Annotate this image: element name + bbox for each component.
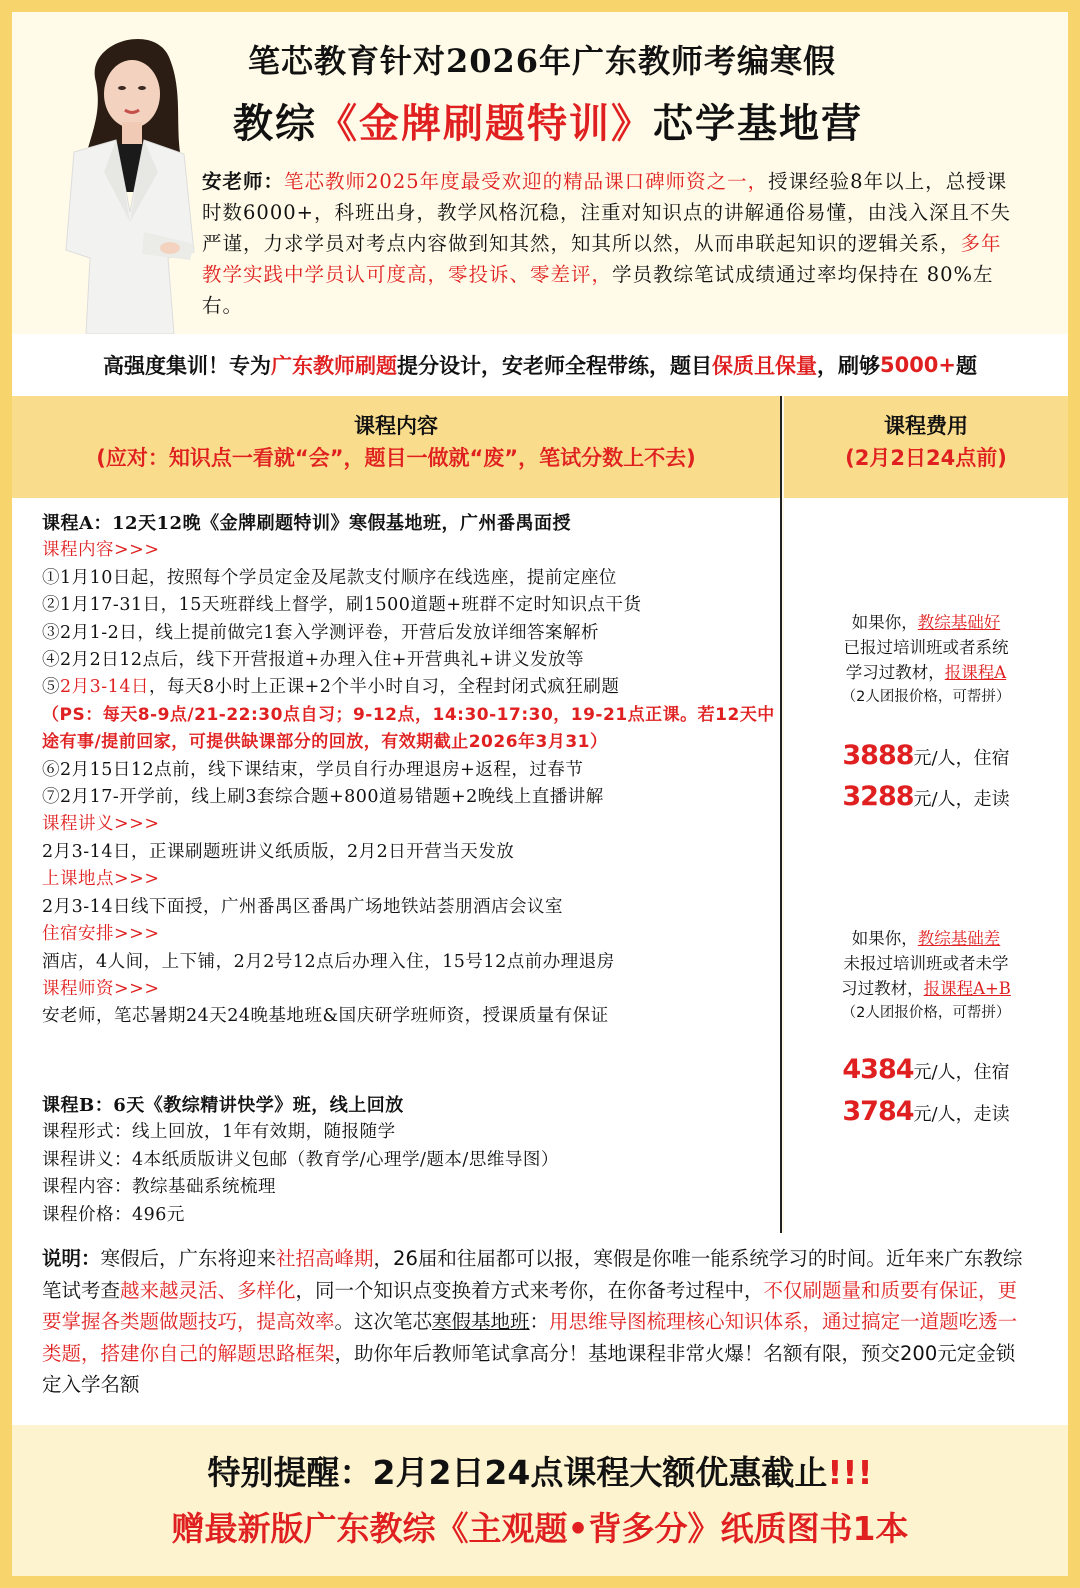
note-highlight: 社招高峰期 [276,1247,374,1270]
fee-highlight: 报课程A [944,663,1007,682]
content-header-title: 课程内容 [354,414,438,438]
price-unit: 元/人，走读 [913,789,1010,810]
reminder-exclaim: !!! [827,1453,873,1492]
note-text: ，助你年后教师笔试拿高分！基地课程非常火爆！名额有限，预交200元定金锁定入学名额 [42,1341,1016,1396]
teacher-intro [202,166,1018,321]
fee-a-price-commute [784,781,1068,812]
fee-text: 习过教材， [841,979,924,998]
reminder-gift: 赠最新版广东教综《主观题•背多分》纸质图书1本 [171,1509,909,1548]
content-header-subtitle: (应对：知识点一看就“会”，题目一做就“废”，笔试分数上不去) [96,446,696,470]
title-highlight: 《金牌刷题特训》 [317,100,653,147]
fee-b-line [784,926,1068,951]
item-date-highlight: 2月3-14日 [60,677,149,698]
note-text: ，26届和往届都可以报，寒假是你唯一能系统学习的时间。近年来广东教综笔试考查 [42,1247,1023,1302]
price-number: 3888 [842,740,914,771]
item-text: ，每天8小时上正课+2个半小时自习，全程封闭式疯狂刷题 [148,677,620,698]
poster [12,12,1068,1576]
course-a-title: 课程A：12天12晚《金牌刷题特训》寒假基地班，广州番禺面授 [42,513,572,534]
course-a-schedule-note: （PS：每天8-9点/21-22:30点自习；9-12点，14:30-17:30，19-21点正课。若12天中途有事/提前回家，可提供缺课部分的回放，有效期截止2026年3月31） [42,704,775,753]
note-text: ，同一个知识点变换着方式来考你，在你备考过程中， [295,1278,764,1302]
price-unit: 元/人，住宿 [913,748,1010,769]
course-a-item: ⑥2月15日12点前，线下课结束，学员自行办理退房+返程，过春节 [42,759,584,780]
fee-a-price-lodging [784,740,1068,771]
title-suffix: 芯学基地营 [653,100,863,147]
course-a-location: 2月3-14日线下面授，广州番禺区番禺广场地铁站荟朋酒店会议室 [42,896,563,917]
item-number: ⑤ [42,677,60,698]
price-number: 4384 [842,1054,914,1085]
poster-header [12,12,1068,334]
fee-header-title: 课程费用 [884,414,968,438]
fee-highlight: 教综基础好 [917,613,1001,632]
course-b-handout: 课程讲义：4本纸质版讲义包邮（教育学/心理学/题本/思维导图） [42,1149,559,1170]
course-a-item: ⑦2月17-开学前，线上刷3套综合题+800道易错题+2晚线上直播讲解 [42,787,604,808]
course-a-item [42,674,782,701]
course-a-location-label: 上课地点>>> [42,869,160,890]
note-underlined: 寒假基地班 [432,1310,530,1333]
note-label: 说明： [42,1247,101,1270]
course-b [42,1092,782,1229]
banner-highlight: 广东教师刷题 [270,354,397,378]
fee-b-price-lodging [784,1054,1068,1085]
reminder-deadline [12,1447,1068,1494]
note-text: 。这次笔芯 [334,1310,433,1333]
course-a-teacher: 安老师，笔芯暑期24天24晚基地班&国庆研学班师资，授课质量有保证 [42,1006,609,1027]
teacher-intro-highlight-2: 多年教学实践中学员认可度高，零投诉、零差评， [202,232,1002,286]
fee-a-description [784,610,1068,710]
fee-text: 如果你， [851,613,918,632]
fee-a-line: 已报过培训班或者系统 [843,638,1009,657]
course-b-content: 课程内容：教综基础系统梳理 [42,1177,276,1198]
course-b-form: 课程形式：线上回放，1年有效期，随报随学 [42,1122,396,1143]
price-unit: 元/人，住宿 [913,1062,1010,1083]
course-b-price: 课程价格：496元 [42,1204,185,1225]
fee-a-group-note: （2人团报价格，可帮拼） [841,689,1011,705]
fee-highlight: 报课程A+B [923,979,1011,998]
banner-text: ，刷够 [816,354,880,378]
banner-text: 提分设计，安老师全程带练，题目 [396,354,712,378]
teacher-intro-text-2: 学员教综笔试成绩通过率均保持在 80%左右。 [202,263,994,317]
course-a-content-label: 课程内容>>> [42,540,160,561]
poster-title-line2 [208,92,888,149]
banner-highlight: 5000+ [879,353,957,377]
banner-text: 题 [956,354,978,378]
course-content-cell [12,498,782,1233]
poster-title-line1: 笔芯教育针对2026年广东教师考编寒假 [247,42,837,80]
course-a [42,510,782,1031]
course-b-title: 课程B：6天《教综精讲快学》班，线上回放 [42,1095,404,1116]
price-number: 3288 [842,781,914,812]
course-a-lodging: 酒店，4人间，上下铺，2月2号12点后办理入住，15号12点前办理退房 [42,951,615,972]
fee-column-header [784,396,1068,498]
note-highlight: 越来越灵活、多样化 [120,1278,296,1302]
fee-b-line: 未报过培训班或者未学 [843,954,1009,973]
reminder-text: 特别提醒：2月2日24点课程大额优惠截止 [207,1453,828,1492]
course-a-teacher-label: 课程师资>>> [42,978,160,999]
training-banner [12,334,1068,396]
price-number: 3784 [842,1096,914,1127]
teacher-portrait [44,22,214,334]
fee-b-group-note: （2人团报价格，可帮拼） [841,1005,1011,1021]
explanation-note [12,1233,1068,1425]
course-a-item: ②1月17-31日，15天班群线上督学，刷1500道题+班群不定时知识点干货 [42,595,642,616]
content-column-header [12,396,782,498]
fee-b-description [784,926,1068,1026]
fee-text: 学习过教材， [845,663,945,682]
note-text: ： [529,1310,550,1333]
banner-text: 高强度集训！专为 [102,354,271,378]
course-a-item: ④2月2日12点后，线下开营报道+办理入住+开营典礼+讲义发放等 [42,650,585,671]
teacher-intro-text-1: 授课经验8年以上，总授课时数6000+，科班出身，教学风格沉稳，注重对知识点的讲解通俗易懂，由浅入深且不失严谨，力求学员对考点内容做到知其然，知其所以然，从而串联起知识的逻辑关系， [202,170,1011,255]
fee-b-price-commute [784,1096,1068,1127]
fee-highlight: 教综基础差 [917,929,1001,948]
course-a-handout: 2月3-14日，正课刷题班讲义纸质版，2月2日开营当天发放 [42,841,515,862]
fee-header-subtitle: (2月2日24点前) [845,446,1007,470]
course-a-item: ③2月1-2日，线上提前做完1套入学测评卷，开营后发放详细答案解析 [42,622,599,643]
course-a-lodging-label: 住宿安排>>> [42,924,160,945]
title-prefix: 教综 [233,100,317,147]
fee-a-line [784,660,1068,685]
note-highlight: 用思维导图梳理核心知识体系，通过搞定一道题吃透一类题，搭建你自己的解题思路框架 [42,1310,1018,1365]
course-a-handout-label: 课程讲义>>> [42,814,160,835]
teacher-name: 安老师： [202,170,285,193]
course-a-item: ①1月10日起，按照每个学员定金及尾款支付顺序在线选座，提前定座位 [42,567,617,588]
note-text: 寒假后，广东将迎来 [100,1247,277,1270]
fee-b-line [784,976,1068,1001]
fee-a-line [784,610,1068,635]
special-reminder [12,1425,1068,1576]
note-highlight: 不仅刷题量和质要有保证，更要掌握各类题做题技巧，提高效率 [42,1278,1018,1333]
price-unit: 元/人，走读 [913,1104,1010,1125]
fee-text: 如果你， [851,929,918,948]
teacher-intro-highlight-1: 笔芯教师2025年度最受欢迎的精品课口碑师资之一， [284,170,769,193]
course-fee-cell [784,498,1068,1233]
banner-highlight: 保质且保量 [711,354,817,378]
